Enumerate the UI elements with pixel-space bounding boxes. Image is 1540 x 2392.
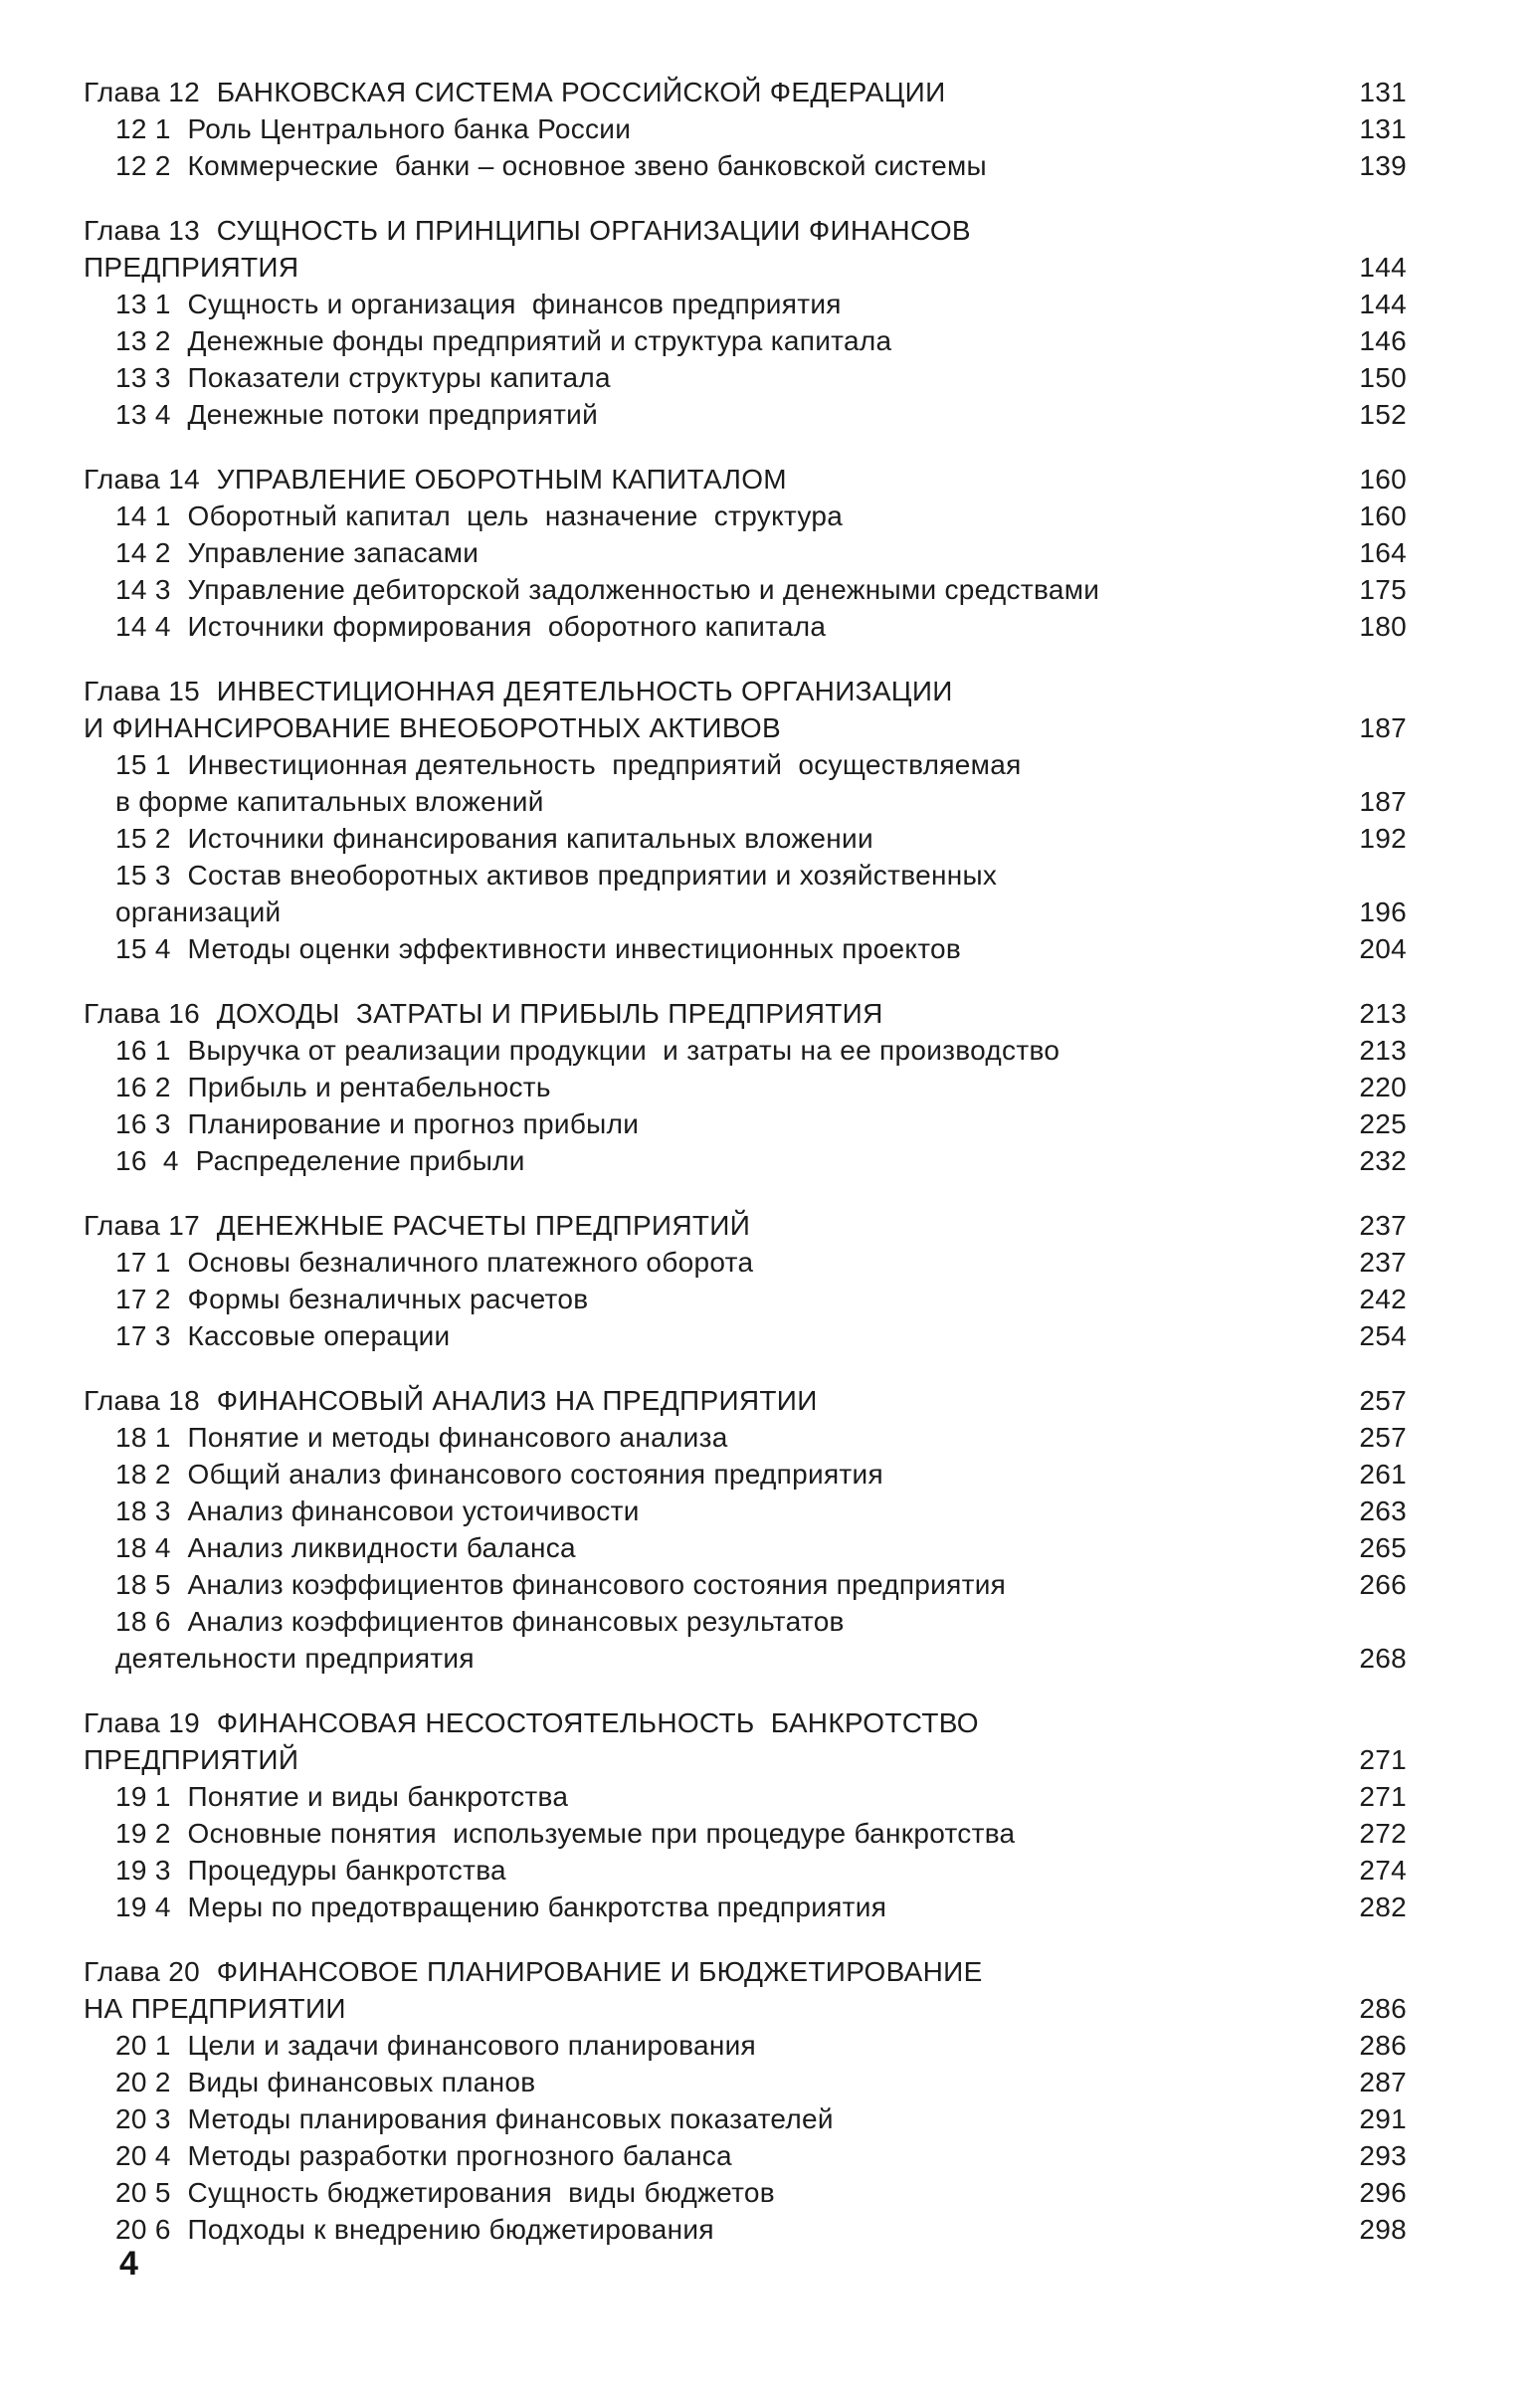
toc-entry-number: 17 1: [115, 1247, 171, 1278]
toc-entry-number: 16 4: [115, 1145, 179, 1176]
toc-entry-title: Показатели структуры капитала: [187, 362, 611, 393]
toc-page-ref: 293: [1359, 2140, 1407, 2171]
toc-row: [84, 857, 1407, 894]
toc-page-ref: 298: [1359, 2214, 1407, 2245]
toc-entry-number: 18 6: [115, 1606, 171, 1637]
toc-entry: [115, 1566, 1006, 1603]
toc-page-ref: 286: [1359, 1993, 1407, 2024]
toc-page-ref: 257: [1359, 1385, 1407, 1416]
toc-entry-number: 16 2: [115, 1072, 171, 1102]
toc-row: [84, 1566, 1407, 1603]
toc-page-ref: 213: [1359, 1035, 1407, 1066]
toc-section: [84, 212, 1407, 433]
toc-page-ref: 144: [1359, 252, 1407, 283]
toc-row: [84, 1382, 1407, 1419]
toc-row: [84, 709, 1407, 746]
toc-entry: [115, 2137, 732, 2174]
toc-entry-number: Глава 19: [84, 1707, 200, 1738]
toc-page-ref: 242: [1359, 1284, 1407, 1314]
toc-page-ref: 271: [1359, 1781, 1407, 1812]
toc-entry-title: Распределение прибыли: [195, 1145, 525, 1176]
page-number: 4: [119, 2245, 138, 2283]
toc-entry: [84, 1953, 983, 1990]
toc-entry-title: Управление запасами: [187, 537, 480, 568]
toc-page-ref: 263: [1359, 1495, 1407, 1526]
toc-entry-title: Общий анализ финансового состояния предприятия: [187, 1459, 883, 1490]
toc-entry: [84, 1207, 750, 1244]
toc-page-ref: 220: [1359, 1072, 1407, 1102]
toc-entry-number: 19 4: [115, 1892, 171, 1922]
toc-row: [84, 820, 1407, 857]
toc-row: [84, 147, 1407, 184]
toc-entry: [115, 1778, 568, 1815]
toc-entry: [84, 995, 883, 1032]
toc-row: [84, 894, 1407, 930]
toc-entry-title: организаций: [115, 897, 282, 927]
toc-page-ref: 261: [1359, 1459, 1407, 1490]
toc-entry-title: ИНВЕСТИЦИОННАЯ ДЕЯТЕЛЬНОСТЬ ОРГАНИЗАЦИИ: [216, 676, 953, 706]
toc-entry-number: Глава 18: [84, 1385, 200, 1416]
toc-page-ref: 160: [1359, 464, 1407, 495]
toc-page-ref: 274: [1359, 1855, 1407, 1886]
toc-entry-number: 14 3: [115, 574, 171, 605]
toc-row: [84, 1953, 1407, 1990]
toc-entry-title: Понятие и виды банкротства: [187, 1781, 569, 1812]
toc-entry-title: Инвестиционная деятельность предприятий осуществляемая: [187, 749, 1022, 780]
toc-row: [84, 1032, 1407, 1069]
toc-page-ref: 139: [1359, 150, 1407, 181]
toc-row: [84, 1207, 1407, 1244]
toc-entry-number: 13 1: [115, 289, 171, 319]
toc-entry-title: Состав внеоборотных активов предприятии и хозяйственных: [187, 860, 998, 891]
toc-page-ref: 131: [1359, 77, 1407, 107]
toc-entry-title: Методы разработки прогнозного баланса: [187, 2140, 732, 2171]
toc-page-ref: 204: [1359, 933, 1407, 964]
toc-page-ref: 187: [1359, 786, 1407, 817]
toc-row: [84, 1852, 1407, 1889]
toc-entry-title: Планирование и прогноз прибыли: [187, 1108, 640, 1139]
toc-page-ref: 192: [1359, 823, 1407, 854]
toc-entry-title: Сущность и организация финансов предприятия: [187, 289, 842, 319]
toc-row: [84, 1281, 1407, 1317]
toc-entry: [115, 1603, 845, 1640]
toc-section: [84, 74, 1407, 184]
toc-row: [84, 498, 1407, 534]
toc-row: [84, 1640, 1407, 1677]
toc-entry-title: ПРЕДПРИЯТИЙ: [84, 1744, 299, 1775]
toc-page-ref: 144: [1359, 289, 1407, 319]
toc-entry: [115, 147, 987, 184]
toc-entry: [115, 1419, 728, 1456]
toc-entry-number: Глава 15: [84, 676, 200, 706]
toc-entry: [115, 359, 611, 396]
toc-entry-title: Выручка от реализации продукции и затраты на ее производство: [187, 1035, 1060, 1066]
toc-page-ref: 291: [1359, 2103, 1407, 2134]
toc-row: [84, 286, 1407, 322]
toc-row: [84, 1889, 1407, 1925]
toc-entry: [84, 461, 787, 498]
toc-entry-number: Глава 13: [84, 215, 200, 246]
toc-row: [84, 1456, 1407, 1493]
toc-entry-title: Подходы к внедрению бюджетирования: [187, 2214, 714, 2245]
toc-row: [84, 1105, 1407, 1142]
toc-entry: [115, 1529, 576, 1566]
toc-entry: [84, 1741, 298, 1778]
toc-entry-title: Методы планирования финансовых показателей: [187, 2103, 834, 2134]
toc-entry-title: Сущность бюджетирования виды бюджетов: [187, 2177, 775, 2208]
toc-entry: [115, 2211, 714, 2248]
toc-section: [84, 1382, 1407, 1677]
toc-entry: [115, 1889, 886, 1925]
toc-entry-number: Глава 20: [84, 1956, 200, 1987]
toc-entry-number: Глава 16: [84, 998, 200, 1029]
toc-page-ref: 265: [1359, 1532, 1407, 1563]
toc-entry-number: 14 4: [115, 611, 171, 642]
toc-entry-title: Основы безналичного платежного оборота: [187, 1247, 754, 1278]
toc-entry-title: Управление дебиторской задолженностью и денежными средствами: [187, 574, 1100, 605]
toc-section: [84, 1704, 1407, 1925]
toc-row: [84, 322, 1407, 359]
toc-row: [84, 783, 1407, 820]
toc-entry: [115, 286, 842, 322]
toc-entry-number: 15 4: [115, 933, 171, 964]
toc-entry-number: 18 5: [115, 1569, 171, 1600]
toc-page-ref: 225: [1359, 1108, 1407, 1139]
toc-entry: [115, 498, 843, 534]
toc-entry-number: 19 3: [115, 1855, 171, 1886]
toc-entry: [84, 74, 946, 110]
toc-row: [84, 2211, 1407, 2248]
toc-row: [84, 110, 1407, 147]
toc-entry-number: 19 1: [115, 1781, 171, 1812]
toc-row: [84, 2174, 1407, 2211]
toc-row: [84, 396, 1407, 433]
toc-row: [84, 1990, 1407, 2027]
toc-row: [84, 995, 1407, 1032]
toc-entry: [115, 894, 281, 930]
toc-entry: [115, 2027, 756, 2064]
toc-entry: [84, 1382, 818, 1419]
toc-entry-title: Формы безналичных расчетов: [187, 1284, 589, 1314]
toc-page-ref: 286: [1359, 2030, 1407, 2061]
toc-entry-number: 20 3: [115, 2103, 171, 2134]
toc-entry-title: Понятие и методы финансового анализа: [187, 1422, 728, 1453]
toc-row: [84, 1244, 1407, 1281]
toc-entry-title: ФИНАНСОВОЕ ПЛАНИРОВАНИЕ И БЮДЖЕТИРОВАНИЕ: [216, 1956, 983, 1987]
toc-entry-title: Цели и задачи финансового планирования: [187, 2030, 757, 2061]
toc-entry-number: 19 2: [115, 1818, 171, 1849]
toc-page-ref: 272: [1359, 1818, 1407, 1849]
toc-page-ref: 150: [1359, 362, 1407, 393]
toc-page-ref: 257: [1359, 1422, 1407, 1453]
toc-page-ref: 266: [1359, 1569, 1407, 1600]
toc-section: [84, 995, 1407, 1179]
toc-row: [84, 74, 1407, 110]
toc-page-ref: 164: [1359, 537, 1407, 568]
toc-entry-number: 17 3: [115, 1320, 171, 1351]
table-of-contents: [84, 74, 1407, 2248]
toc-entry: [115, 571, 1099, 608]
toc-entry-title: Оборотный капитал цель назначение структура: [187, 500, 844, 531]
toc-page-ref: 152: [1359, 399, 1407, 430]
toc-row: [84, 1493, 1407, 1529]
toc-entry-number: Глава 14: [84, 464, 200, 495]
toc-row: [84, 1529, 1407, 1566]
toc-page-ref: 237: [1359, 1210, 1407, 1241]
toc-row: [84, 1317, 1407, 1354]
toc-entry-title: СУЩНОСТЬ И ПРИНЦИПЫ ОРГАНИЗАЦИИ ФИНАНСОВ: [216, 215, 971, 246]
toc-entry-title: НА ПРЕДПРИЯТИИ: [84, 1993, 346, 2024]
toc-entry-number: 12 2: [115, 150, 171, 181]
toc-page-ref: 296: [1359, 2177, 1407, 2208]
toc-entry: [115, 820, 873, 857]
toc-row: [84, 534, 1407, 571]
toc-entry-number: 14 2: [115, 537, 171, 568]
toc-entry-title: ПРЕДПРИЯТИЯ: [84, 252, 299, 283]
toc-entry-number: Глава 17: [84, 1210, 200, 1241]
toc-entry: [115, 608, 826, 645]
toc-entry: [84, 673, 953, 709]
toc-entry-number: 13 3: [115, 362, 171, 393]
toc-entry: [115, 783, 544, 820]
toc-entry-number: 20 5: [115, 2177, 171, 2208]
toc-page-ref: 160: [1359, 500, 1407, 531]
toc-row: [84, 673, 1407, 709]
toc-entry-number: 15 3: [115, 860, 171, 891]
toc-entry-number: 16 3: [115, 1108, 171, 1139]
toc-entry: [84, 1704, 979, 1741]
toc-row: [84, 746, 1407, 783]
toc-page-ref: 271: [1359, 1744, 1407, 1775]
toc-row: [84, 359, 1407, 396]
toc-entry: [115, 857, 997, 894]
toc-entry-number: 15 1: [115, 749, 171, 780]
toc-entry-title: И ФИНАНСИРОВАНИЕ ВНЕОБОРОТНЫХ АКТИВОВ: [84, 712, 781, 743]
toc-entry-title: ДЕНЕЖНЫЕ РАСЧЕТЫ ПРЕДПРИЯТИЙ: [216, 1210, 751, 1241]
toc-entry-title: Источники финансирования капитальных вложении: [187, 823, 873, 854]
toc-entry: [115, 1105, 639, 1142]
toc-entry: [115, 1317, 451, 1354]
toc-entry-title: Основные понятия используемые при процедуре банкротства: [187, 1818, 1016, 1849]
toc-entry-title: Денежные потоки предприятий: [187, 399, 599, 430]
toc-entry: [84, 1990, 346, 2027]
toc-entry-number: 13 4: [115, 399, 171, 430]
toc-entry: [115, 396, 598, 433]
toc-entry: [84, 709, 781, 746]
toc-entry: [115, 2100, 834, 2137]
toc-section: [84, 461, 1407, 645]
toc-entry-title: Анализ коэффициентов финансового состояния предприятия: [187, 1569, 1007, 1600]
toc-entry-number: 18 1: [115, 1422, 171, 1453]
toc-entry: [115, 534, 479, 571]
toc-entry-title: ДОХОДЫ ЗАТРАТЫ И ПРИБЫЛЬ ПРЕДПРИЯТИЯ: [216, 998, 883, 1029]
toc-entry-title: в форме капитальных вложений: [115, 786, 544, 817]
toc-row: [84, 571, 1407, 608]
toc-entry-number: 12 1: [115, 113, 171, 144]
toc-entry-number: 16 1: [115, 1035, 171, 1066]
toc-entry-title: деятельности предприятия: [115, 1643, 475, 1674]
toc-entry: [115, 2174, 775, 2211]
toc-entry-title: Анализ коэффициентов финансовых результатов: [187, 1606, 845, 1637]
toc-entry-title: Денежные фонды предприятий и структура капитала: [187, 325, 892, 356]
toc-page-ref: 237: [1359, 1247, 1407, 1278]
toc-row: [84, 249, 1407, 286]
toc-page-ref: 268: [1359, 1643, 1407, 1674]
toc-page-ref: 175: [1359, 574, 1407, 605]
toc-section: [84, 1953, 1407, 2248]
toc-row: [84, 461, 1407, 498]
toc-entry-title: Прибыль и рентабельность: [187, 1072, 551, 1102]
toc-entry-title: Виды финансовых планов: [187, 2067, 536, 2097]
toc-entry: [84, 212, 971, 249]
toc-entry: [115, 1032, 1059, 1069]
toc-entry: [115, 1815, 1015, 1852]
toc-row: [84, 2100, 1407, 2137]
toc-row: [84, 2137, 1407, 2174]
toc-entry: [115, 930, 961, 967]
toc-entry: [115, 1640, 475, 1677]
toc-row: [84, 1142, 1407, 1179]
toc-entry: [115, 322, 891, 359]
toc-entry: [115, 746, 1022, 783]
toc-entry: [115, 1281, 588, 1317]
toc-row: [84, 930, 1407, 967]
toc-entry-title: Процедуры банкротства: [187, 1855, 506, 1886]
toc-entry-title: ФИНАНСОВЫЙ АНАЛИЗ НА ПРЕДПРИЯТИИ: [216, 1385, 818, 1416]
toc-row: [84, 2064, 1407, 2100]
toc-page-ref: 187: [1359, 712, 1407, 743]
toc-page-ref: 146: [1359, 325, 1407, 356]
toc-entry-title: УПРАВЛЕНИЕ ОБОРОТНЫМ КАПИТАЛОМ: [216, 464, 787, 495]
toc-entry: [115, 1493, 640, 1529]
toc-entry: [84, 249, 298, 286]
toc-entry-number: 18 3: [115, 1495, 171, 1526]
toc-entry-number: 20 1: [115, 2030, 171, 2061]
toc-row: [84, 1069, 1407, 1105]
toc-page-ref: 282: [1359, 1892, 1407, 1922]
toc-page-ref: 254: [1359, 1320, 1407, 1351]
toc-entry-number: Глава 12: [84, 77, 200, 107]
toc-page-ref: 232: [1359, 1145, 1407, 1176]
toc-entry-number: 17 2: [115, 1284, 171, 1314]
toc-row: [84, 1603, 1407, 1640]
toc-entry-title: Методы оценки эффективности инвестиционных проектов: [187, 933, 962, 964]
toc-entry-number: 18 2: [115, 1459, 171, 1490]
toc-entry-title: БАНКОВСКАЯ СИСТЕМА РОССИЙСКОЙ ФЕДЕРАЦИИ: [216, 77, 946, 107]
toc-row: [84, 608, 1407, 645]
toc-entry-number: 18 4: [115, 1532, 171, 1563]
toc-entry-number: 13 2: [115, 325, 171, 356]
toc-page-ref: 180: [1359, 611, 1407, 642]
toc-entry-title: Меры по предотвращению банкротства предприятия: [187, 1892, 887, 1922]
toc-entry-number: 14 1: [115, 500, 171, 531]
toc-section: [84, 1207, 1407, 1354]
toc-entry: [115, 2064, 535, 2100]
toc-entry-title: ФИНАНСОВАЯ НЕСОСТОЯТЕЛЬНОСТЬ БАНКРОТСТВО: [216, 1707, 979, 1738]
toc-entry-number: 20 4: [115, 2140, 171, 2171]
toc-entry: [115, 110, 631, 147]
toc-entry-title: Коммерческие банки – основное звено банковской системы: [187, 150, 987, 181]
toc-entry-title: Анализ финансовои устоичивости: [187, 1495, 640, 1526]
toc-row: [84, 2027, 1407, 2064]
toc-entry-title: Анализ ликвидности баланса: [187, 1532, 576, 1563]
toc-entry: [115, 1069, 551, 1105]
toc-page-ref: 213: [1359, 998, 1407, 1029]
toc-entry-title: Источники формирования оборотного капитала: [187, 611, 827, 642]
toc-row: [84, 1704, 1407, 1741]
toc-entry: [115, 1852, 506, 1889]
toc-row: [84, 1815, 1407, 1852]
toc-entry-number: 20 2: [115, 2067, 171, 2097]
toc-section: [84, 673, 1407, 967]
toc-row: [84, 1741, 1407, 1778]
toc-entry-number: 20 6: [115, 2214, 171, 2245]
toc-entry: [115, 1142, 525, 1179]
toc-entry-title: Роль Центрального банка России: [187, 113, 632, 144]
toc-row: [84, 1778, 1407, 1815]
toc-page-ref: 131: [1359, 113, 1407, 144]
toc-entry: [115, 1244, 753, 1281]
toc-entry-title: Кассовые операции: [187, 1320, 451, 1351]
toc-row: [84, 212, 1407, 249]
toc-page-ref: 287: [1359, 2067, 1407, 2097]
toc-row: [84, 1419, 1407, 1456]
toc-page-ref: 196: [1359, 897, 1407, 927]
toc-entry-number: 15 2: [115, 823, 171, 854]
toc-entry: [115, 1456, 883, 1493]
